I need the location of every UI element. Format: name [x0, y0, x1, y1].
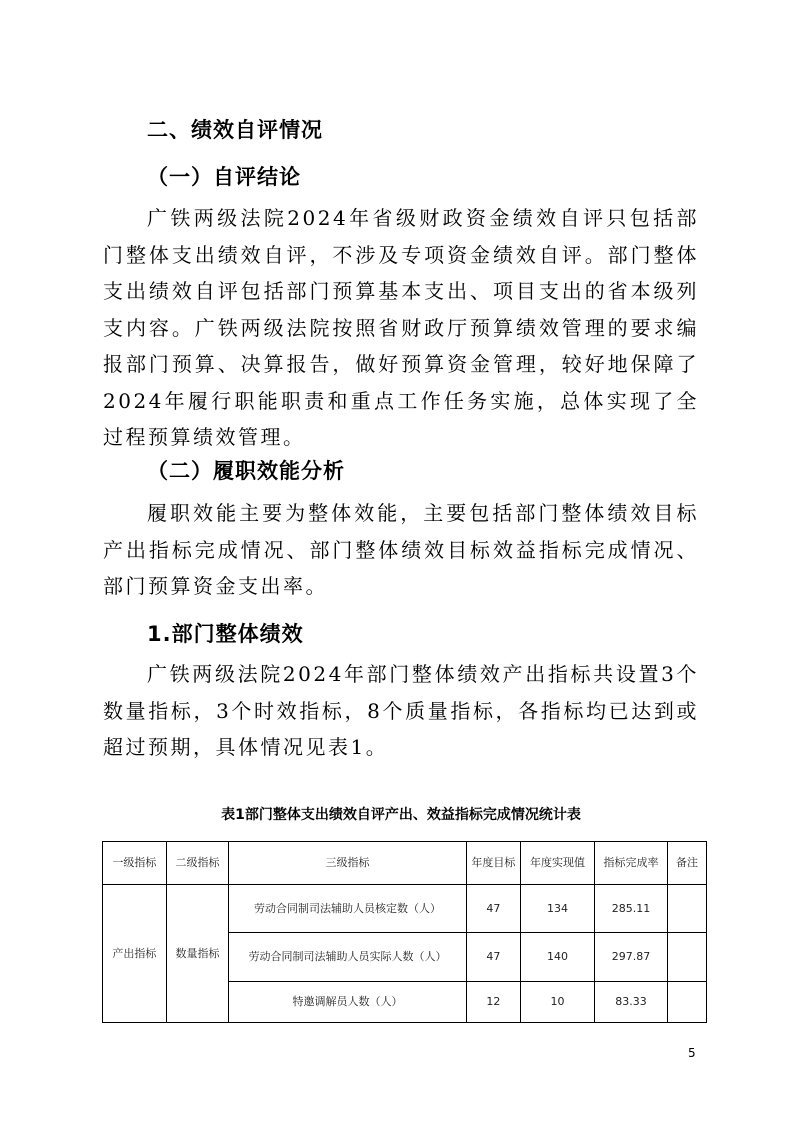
- paragraph-performance: 履职效能主要为整体效能，主要包括部门整体绩效目标产出指标完成情况、部门整体绩效目标效益指标完成情况、部门预算资金支出率。: [103, 501, 699, 598]
- header-rate: 指标完成率: [595, 842, 668, 885]
- cell-target: 47: [466, 933, 520, 982]
- cell-note: [667, 982, 706, 1023]
- table-caption: 表1部门整体支出绩效自评产出、效益指标完成情况统计表: [221, 807, 581, 823]
- cell-indicator-name: 劳动合同制司法辅助人员核定数（人）: [229, 885, 466, 933]
- cell-target: 12: [466, 982, 520, 1023]
- cell-rate: 83.33: [595, 982, 668, 1023]
- cell-indicator-name: 劳动合同制司法辅助人员实际人数（人）: [229, 933, 466, 982]
- cell-note: [667, 885, 706, 933]
- cell-note: [667, 933, 706, 982]
- header-level3: 三级指标: [229, 842, 466, 885]
- section-heading: 二、绩效自评情况: [147, 118, 323, 142]
- header-note: 备注: [667, 842, 706, 885]
- cell-actual: 140: [521, 933, 595, 982]
- subsection-heading-performance: （二）履职效能分析: [147, 459, 345, 483]
- cell-rate: 297.87: [595, 933, 668, 982]
- header-target: 年度目标: [466, 842, 520, 885]
- cell-actual: 134: [521, 885, 595, 933]
- cell-target: 47: [466, 885, 520, 933]
- cell-actual: 10: [521, 982, 595, 1023]
- page-number: 5: [688, 1046, 696, 1060]
- header-actual: 年度实现值: [521, 842, 595, 885]
- cell-level2: 数量指标: [166, 885, 229, 1023]
- indicator-table: [102, 841, 707, 1023]
- cell-indicator-name: 特邀调解员人数（人）: [229, 982, 466, 1023]
- header-level2: 二级指标: [166, 842, 229, 885]
- table-row: [103, 885, 707, 933]
- cell-rate: 285.11: [595, 885, 668, 933]
- subsection-heading-conclusion: （一）自评结论: [147, 165, 301, 189]
- header-level1: 一级指标: [103, 842, 167, 885]
- table-header-row: [103, 842, 707, 885]
- cell-level1: 产出指标: [103, 885, 167, 1023]
- paragraph-department: 广铁两级法院2024年部门整体绩效产出指标共设置3个数量指标，3个时效指标，8个质量指标，各指标均已达到或超过预期，具体情况见表1。: [103, 662, 699, 759]
- subsection-heading-department: 1.部门整体绩效: [147, 622, 304, 646]
- paragraph-conclusion: 广铁两级法院2024年省级财政资金绩效自评只包括部门整体支出绩效自评，不涉及专项资金绩效自评。部门整体支出绩效自评包括部门预算基本支出、项目支出的省本级列支内容。广铁两级法院按照省财政厅预算绩效管理的要求编报部门预算、决算报告，做好预算资金管理，较好地保障了2024年履行职能职责和重点工作任务实施，总体实现了全过程预算绩效管理。: [103, 206, 699, 449]
